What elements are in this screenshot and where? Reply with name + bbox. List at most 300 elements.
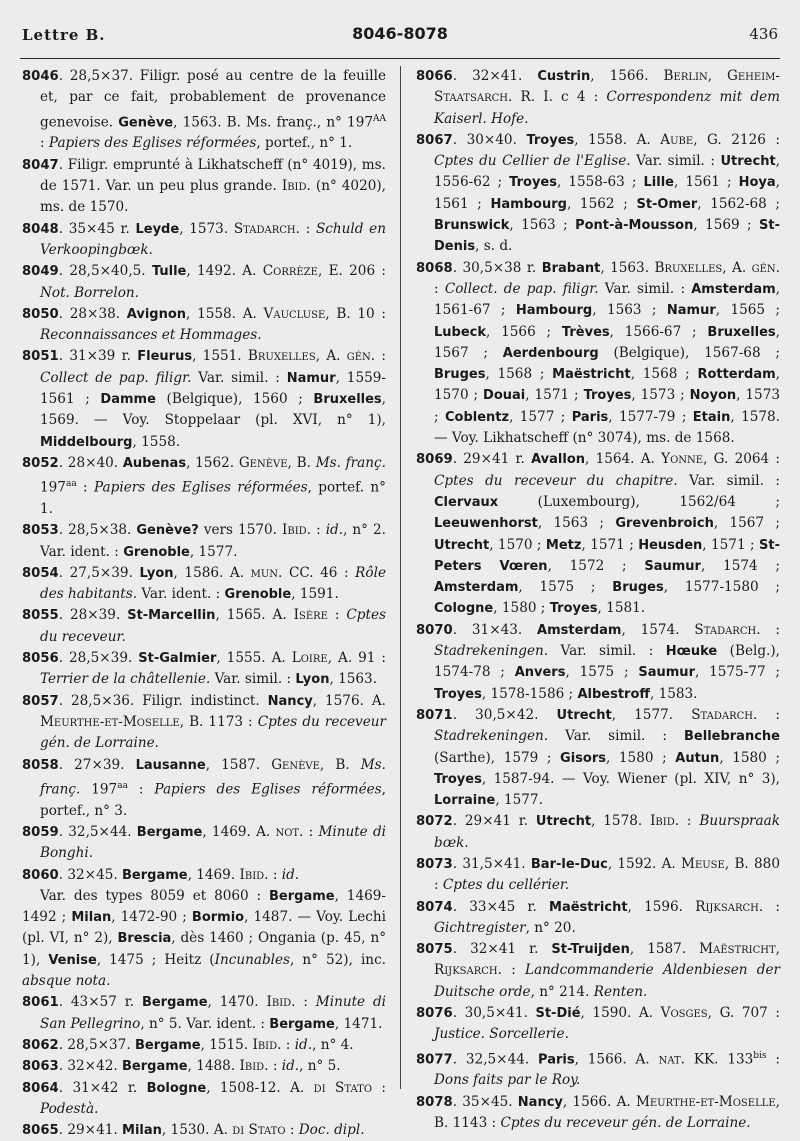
- source-title: Buurspraak bœk.: [434, 813, 780, 851]
- catalog-entry: 8069. 29×41 r. Avallon, 1564. A. Yonne, G. 2064 : Cptes du receveur du chapitre. Var. simil. : Clervaux (Luxembourg), 1562/64 ; Leeuwenhorst, 1563 ; Grevenbroich, 1567 ; Utrecht, 1570 ; Metz, 1571 ; Heusden, 1571 ; St-Peters Vœren, 1572 ; Saumur, 1574 ; Amsterdam, 1575 ; Bruges, 1577-1580 ; Cologne, 1580 ; Troyes, 1581.: [416, 451, 781, 617]
- place-name: Bruges: [434, 367, 486, 383]
- source-title: Reconnaissances et Hommages.: [40, 327, 262, 344]
- entry-number: 8065: [22, 1123, 59, 1139]
- entry-text: , n° 20.: [525, 919, 576, 936]
- place-name: St-Peters Vœren: [434, 537, 780, 574]
- entry-text: , 1561 ;: [434, 174, 780, 212]
- entry-text: :: [757, 706, 780, 723]
- source-title: id.: [281, 1058, 300, 1075]
- entry-text: 32×45.: [67, 866, 123, 883]
- place-name: Bruxelles: [707, 324, 776, 340]
- place-name: Aerdenbourg: [502, 345, 599, 361]
- entry-number: 8069: [416, 452, 453, 468]
- place-name: Saumur: [644, 558, 701, 574]
- place-name: Aubenas: [122, 455, 187, 471]
- archive-name: Maëstricht, Rijksarch.: [434, 941, 780, 979]
- entry-text: , 1562.: [186, 454, 239, 471]
- place-name: St-Marcellin: [127, 608, 216, 624]
- entry-text: 31,5×41.: [462, 855, 531, 872]
- place-name: Etain: [692, 409, 731, 425]
- entry-text: (Belgique), 1560 ;: [155, 390, 314, 407]
- entry-number: 8054: [22, 565, 59, 581]
- archive-name: Ibid.: [281, 178, 311, 195]
- place-name: Bergame: [122, 1059, 188, 1075]
- source-title: Papiers des Eglises réformées: [154, 781, 382, 798]
- archive-name: Ibid.: [239, 1058, 269, 1075]
- entry-text: vers 1570.: [198, 522, 283, 539]
- archive-name: di Stato: [232, 1122, 286, 1139]
- catalog-entry: 8048. 35×45 r. Leyde, 1573. Stadarch. : Schuld en Verkoopingbœk.: [22, 220, 386, 258]
- place-name: Hambourg: [490, 196, 567, 212]
- source-title: id.: [325, 522, 344, 539]
- place-name: Tulle: [151, 264, 187, 280]
- entry-text: , 1555. A.: [216, 650, 292, 667]
- source-title: Incunables: [214, 951, 291, 968]
- entry-text: , 1573 ;: [434, 387, 781, 425]
- entry-text: :: [285, 1122, 299, 1139]
- catalog-entry: 8071. 30,5×42. Utrecht, 1577. Stadarch. : Stadrekeningen. Var. simil. : Bellebranche (Sarthe), 1579 ; Gisors, 1580 ; Autun, 1580 ; Troyes, 1587-94. — Voy. Wiener (pl. XIV, n° 3), Lorraine, 1577.: [416, 706, 780, 809]
- archive-name: nat.: [658, 1051, 685, 1068]
- entry-text: , 1469-1492 ;: [22, 887, 386, 926]
- entry-text: , 1558. A.: [574, 131, 661, 148]
- entry-text: , 1469. A.: [202, 823, 276, 840]
- place-name: Lille: [643, 175, 674, 191]
- entry-number: 8051: [22, 349, 59, 365]
- archive-name: Berlin, Geheim-Staatsarch.: [434, 68, 780, 106]
- place-name: Anvers: [514, 665, 566, 681]
- entry-range: 8046-8078: [352, 24, 448, 43]
- catalog-entry: 8046. 28,5×37. Filigr. posé au centre de la feuille et, par ce fait, probablement de provenance genevoise. Genève, 1563. B. Ms. franç., n° $197^{AA}$ : Papiers des Eglises réformées, portef., n° 1.: [22, 68, 386, 152]
- entry-text: , 1570 ;: [489, 536, 546, 553]
- source-title: Cptes du receveur gén. de Lorraine.: [500, 1115, 751, 1132]
- entry-text: , 1580 ;: [493, 600, 550, 617]
- place-name: Middelbourg: [40, 434, 133, 450]
- entry-number: 8060: [22, 867, 59, 883]
- left-column: [22, 66, 387, 1139]
- entry-text: , 1592. A.: [607, 855, 682, 872]
- place-name: Bruges: [612, 580, 664, 596]
- catalog-entry: 8052. 28×40. Aubenas, 1562. Genève, B. Ms. franç. $197^{aa}$ : Papiers des Eglises réformées, portef. n° 1.: [22, 454, 386, 517]
- entry-text: (Belg.), 1574-78 ;: [434, 643, 781, 681]
- entry-text: , 1587.: [205, 756, 272, 773]
- entry-text: 27×39.: [74, 756, 136, 773]
- archive-name: Stadarch.: [233, 220, 300, 237]
- entry-text: KK. 133: [684, 1051, 754, 1068]
- archive-name: Isère: [293, 607, 328, 624]
- entry-text: , 1569 ;: [693, 217, 760, 234]
- entry-text: , 1562 ;: [566, 195, 637, 212]
- archive-name: Vosges: [660, 1005, 708, 1022]
- entry-text: 30,5×41.: [464, 1005, 536, 1022]
- entry-text: 35×45 r.: [68, 220, 136, 237]
- variant-note: [22, 886, 386, 992]
- header-rule: [20, 58, 780, 59]
- entry-text: , 1566-67 ;: [609, 323, 708, 340]
- entry-text: , 1575 ;: [518, 579, 613, 596]
- catalog-entry: 8062. 28,5×37. Bergame, 1515. Ibid. : id., n° 4.: [22, 1036, 354, 1053]
- source-title: Papiers des Eglises réformées: [94, 479, 308, 496]
- source-title: Cptes du receveur gén. de Lorraine.: [40, 713, 386, 752]
- entry-text: 31×43.: [471, 621, 538, 638]
- entry-text: , 1561 ;: [673, 174, 739, 191]
- source-title: Doc. dipl.: [298, 1122, 365, 1139]
- entry-text: , 1577.: [495, 792, 543, 809]
- entry-text: 32,5×44.: [68, 823, 137, 840]
- entry-text: , 1471.: [334, 1015, 383, 1032]
- entry-number: 8064: [22, 1080, 59, 1096]
- place-name: Genève?: [136, 523, 199, 539]
- catalog-entry: 8051. 31×39 r. Fleurus, 1551. Bruxelles, A. gén. : Collect de pap. filigr. Var. simil. : Namur, 1559-1561 ; Damme (Belgique), 1560 ; Bruxelles, 1569. — Voy. Stoppelaar (pl. XVI, n° 1), Middelbourg, 1558.: [22, 348, 387, 450]
- entry-text: , portef. n° 1.: [40, 479, 386, 517]
- entry-text: , 1571 ;: [525, 387, 584, 404]
- place-name: Utrecht: [556, 707, 612, 723]
- archive-name: Bruxelles, A. gén.: [247, 348, 376, 365]
- entry-number: 8057: [22, 693, 59, 709]
- entry-text: , B.: [319, 756, 361, 773]
- entry-text: :: [501, 962, 526, 979]
- section-title: Lettre B.: [22, 26, 106, 44]
- entry-text: , 1567 ;: [434, 323, 780, 361]
- entry-text: , n° 5.: [299, 1058, 341, 1075]
- place-name: Clervaux: [434, 494, 499, 510]
- entry-text: , 1573 ;: [631, 387, 690, 404]
- source-title: Landcommanderie Aldenbiesen der Duitsche orde: [434, 962, 780, 1000]
- catalog-entry: 8066. 32×41. Custrin, 1566. Berlin, Geheim-Staatsarch. R. I. c 4 : Correspondenz mit dem Kaiserl. Hofe.: [416, 68, 781, 127]
- entry-number: 8077: [416, 1052, 453, 1068]
- entry-text: , 1563.: [329, 671, 378, 688]
- entry-text: 29×41.: [67, 1122, 123, 1139]
- entry-text: , 1563.: [600, 259, 655, 276]
- entry-text: , 1563 ;: [509, 217, 576, 234]
- entry-text: , 1515.: [200, 1036, 253, 1053]
- entry-text: :: [127, 781, 155, 798]
- place-name: Maëstricht: [549, 899, 628, 915]
- place-name: Bellebranche: [684, 729, 780, 745]
- entry-text: , 1578.: [591, 813, 651, 830]
- place-name: St-Denis: [434, 218, 780, 255]
- source-title: Terrier de la châtellenie.: [40, 671, 211, 688]
- source-title: Cptes du cellérier.: [442, 877, 570, 894]
- entry-text: , 1576. A.: [312, 692, 386, 709]
- place-name: Avallon: [531, 452, 586, 468]
- entry-text: , 1569. — Voy. Stoppelaar (pl. XVI, n° 1),: [40, 390, 386, 429]
- entry-text: , 1556-62 ;: [434, 153, 780, 191]
- place-name: Paris: [571, 409, 609, 425]
- place-name: Bar-le-Duc: [530, 856, 608, 872]
- place-name: Milan: [122, 1123, 162, 1139]
- entry-text: :: [268, 866, 282, 883]
- entry-text: , 1558. A.: [186, 305, 264, 322]
- entry-text: 32×41 r.: [470, 941, 552, 958]
- entry-text: , 1566.: [590, 68, 664, 84]
- entry-text: 32×42.: [67, 1058, 123, 1075]
- entry-number: 8047: [22, 157, 59, 173]
- place-name: Rotterdam: [697, 367, 776, 383]
- catalog-entry: 8064. 31×42 r. Bologne, 1508-12. A. di Stato : Podestà.: [22, 1079, 387, 1117]
- entry-text: , 1564. A.: [585, 451, 662, 468]
- entry-text: , 1575 ;: [565, 664, 639, 681]
- entry-text: :: [311, 522, 326, 539]
- entry-text: Var. simil. :: [630, 153, 721, 170]
- place-name: Bergame: [136, 824, 203, 840]
- entry-text: , 1571 ;: [581, 536, 639, 553]
- archive-name: Genève: [238, 454, 288, 471]
- place-name: Utrecht: [434, 537, 490, 553]
- place-name: Saumur: [638, 665, 695, 681]
- entry-text: Var. ident. :: [137, 586, 225, 603]
- place-name: Trèves: [561, 324, 610, 340]
- entry-number: 8062: [22, 1037, 59, 1053]
- entry-text: , 1566. A.: [562, 1093, 636, 1110]
- entry-text: , A. 91 :: [327, 650, 386, 667]
- catalog-entry: 8059. 32,5×44. Bergame, 1469. A. not. : Minute di Bonghi.: [22, 823, 386, 862]
- archive-name: Stadarch.: [691, 706, 758, 723]
- place-name: Troyes: [509, 175, 557, 191]
- archive-name: Ibid.: [239, 866, 269, 883]
- entry-text: 28,5×36. Filigr. indistinct.: [70, 692, 268, 709]
- entry-text: :: [299, 220, 316, 237]
- source-title: Stadrekeningen.: [434, 728, 549, 745]
- place-name: Genève: [118, 115, 174, 131]
- place-name: Cologne: [434, 601, 494, 617]
- entry-text: 32,5×44.: [465, 1051, 539, 1068]
- entry-text: 28,5×37.: [67, 1036, 135, 1053]
- place-name: Nancy: [517, 1094, 563, 1110]
- place-name: Bergame: [122, 867, 188, 883]
- source-title: Correspondenz mit dem Kaiserl. Hofe.: [434, 89, 781, 127]
- entry-text: 197: [80, 781, 118, 798]
- archive-name: Stadarch.: [694, 621, 761, 638]
- entry-text: , 1469.: [187, 866, 240, 883]
- page-number: 436: [749, 25, 778, 43]
- entry-text: , 1508-12. A.: [206, 1079, 314, 1096]
- source-title: Schuld en Verkoopingbœk.: [40, 220, 386, 258]
- entry-text: (Luxembourg), 1562/64 ;: [498, 493, 780, 510]
- entry-text: Var. simil. :: [548, 728, 685, 745]
- source-title: absque nota.: [22, 973, 111, 990]
- entry-text: , 1596.: [627, 898, 696, 915]
- place-name: Troyes: [434, 771, 482, 787]
- entry-text: , 1558.: [132, 433, 181, 450]
- catalog-entry: 8053. 28,5×38. Genève? vers 1570. Ibid. : id., n° 2. Var. ident. : Grenoble, 1577.: [22, 522, 386, 560]
- entry-text: :: [763, 898, 780, 915]
- place-name: Nancy: [267, 693, 313, 709]
- entry-text: 31×42 r.: [72, 1079, 147, 1096]
- archive-name: Genève: [271, 756, 320, 773]
- catalog-entry: 8056. 28,5×39. St-Galmier, 1555. A. Loire, A. 91 : Terrier de la châtellenie. Var. simil. : Lyon, 1563.: [22, 650, 386, 688]
- place-name: Grevenbroich: [615, 516, 714, 532]
- archive-name: Vaucluse: [263, 305, 326, 322]
- entry-text: , 1577.: [189, 543, 238, 560]
- page-header: [22, 18, 778, 52]
- entry-text: :: [679, 813, 700, 830]
- archive-name: Ibid.: [282, 522, 312, 539]
- entry-text: , E. 206 :: [317, 263, 386, 280]
- entry-text: , 1575-77 ;: [694, 664, 780, 681]
- entry-number: 8078: [416, 1094, 453, 1110]
- archive-name: Meurthe-et-Moselle: [635, 1093, 776, 1110]
- entry-text: 43×57 r.: [70, 994, 142, 1011]
- place-name: Bergame: [141, 995, 208, 1011]
- source-title: Podestà.: [40, 1100, 99, 1117]
- entry-text: , 1565 ;: [715, 302, 780, 319]
- entry-text: , 1562-68 ;: [697, 195, 780, 212]
- archive-name: not.: [275, 823, 304, 840]
- entry-text: , n° 52), inc.: [290, 951, 386, 968]
- entry-number: 8053: [22, 523, 59, 539]
- entry-text: , B.: [287, 454, 316, 471]
- entry-text: 28×38.: [69, 305, 127, 322]
- entry-number: 8070: [416, 622, 453, 638]
- entry-text: 35×45.: [462, 1093, 518, 1110]
- place-name: Leeuwenhorst: [434, 516, 538, 532]
- superscript: AA: [373, 113, 386, 124]
- entry-text: , 1470.: [207, 994, 267, 1011]
- entry-text: , 1577 ;: [509, 408, 572, 425]
- source-title: Collect. de pap. filigr.: [444, 280, 599, 297]
- entry-text: 30,5×38 r.: [462, 259, 542, 276]
- place-name: Hoya: [738, 175, 776, 191]
- entry-text: , 1475 ; Heitz (: [96, 951, 215, 968]
- source-title: Gichtregister: [434, 919, 526, 936]
- catalog-entry: 8068. 30,5×38 r. Brabant, 1563. Bruxelles, A. gén. : Collect. de pap. filigr. Var. simil. : Amsterdam, 1561-67 ; Hambourg, 1563 ; Namur, 1565 ; Lubeck, 1566 ; Trèves, 1566-67 ; Bruxelles, 1567 ; Aerdenbourg (Belgique), 1567-68 ; Bruges, 1568 ; Maëstricht, 1568 ; Rotterdam, 1570 ; Douai, 1571 ; Troyes, 1573 ; Noyon, 1573 ; Coblentz, 1577 ; Paris, 1577-79 ; Etain, 1578. — Voy. Likhatscheff (n° 3074), ms. de 1568.: [416, 259, 781, 447]
- entry-text: , 1563 ;: [592, 302, 667, 319]
- source-title: Papiers des Eglises réformées: [48, 135, 257, 152]
- place-name: Custrin: [537, 69, 591, 84]
- entry-text: Var. simil. :: [677, 472, 780, 489]
- archive-name: di Stato: [313, 1079, 373, 1096]
- archive-name: Loire: [291, 650, 328, 667]
- entry-text: , 1591.: [291, 586, 339, 603]
- entry-number: 8066: [416, 69, 453, 84]
- entry-text: 29×41 r.: [463, 451, 532, 468]
- entry-text: , 1583.: [649, 685, 698, 702]
- entry-text: (Belgique), 1567-68 ;: [598, 344, 780, 361]
- place-name: Autun: [675, 750, 720, 766]
- entry-text: , G. 2126 :: [693, 131, 781, 148]
- entry-text: , 1574 ;: [700, 557, 780, 574]
- entry-text: :: [76, 479, 95, 496]
- place-name: Brescia: [117, 931, 172, 947]
- place-name: St-Galmier: [138, 651, 217, 667]
- catalog-entry: 8050. 28×38. Avignon, 1558. A. Vaucluse, B. 10 : Reconnaissances et Hommages.: [22, 305, 386, 344]
- entry-text: , 1586. A.: [173, 564, 251, 581]
- entry-text: CC. 46 :: [282, 564, 356, 581]
- place-name: Amsterdam: [434, 580, 519, 596]
- superscript: bis: [753, 1050, 767, 1061]
- entry-text: :: [372, 1079, 387, 1096]
- entry-text: , G. 707 :: [707, 1005, 780, 1022]
- entry-number: 8061: [22, 995, 59, 1011]
- entry-text: , 1578. — Voy. Likhatscheff (n° 3074), ms. de 1568.: [434, 408, 780, 447]
- archive-name: Bruxelles, A. gén.: [654, 259, 780, 276]
- entry-text: , 1551.: [192, 348, 248, 365]
- place-name: Bergame: [269, 1016, 335, 1032]
- entry-text: , 1565. A.: [215, 607, 294, 624]
- place-name: Noyon: [689, 388, 737, 404]
- entry-text: 28,5×37. Filigr. posé au centre de la feuille et, par ce fait, probablement de provenance genevoise.: [40, 68, 386, 131]
- catalog-entry: 8065. 29×41. Milan, 1530. A. di Stato : Doc. dipl.: [22, 1122, 365, 1139]
- archive-name: Ibid.: [266, 994, 296, 1011]
- entry-number: 8048: [22, 221, 59, 237]
- archive-name: Ibid.: [252, 1036, 282, 1053]
- entry-text: , B. 10 :: [325, 305, 386, 322]
- archive-name: Ibid.: [650, 813, 680, 830]
- place-name: Namur: [666, 303, 716, 319]
- entry-number: 8068: [416, 260, 453, 276]
- source-title: Renten.: [593, 983, 648, 1000]
- entry-text: Var. simil. :: [598, 280, 692, 297]
- entry-text: 28,5×39.: [69, 650, 139, 667]
- entry-number: 8076: [416, 1006, 453, 1022]
- superscript: aa: [65, 479, 77, 490]
- entry-text: :: [303, 823, 319, 840]
- entry-number: 8058: [22, 757, 59, 773]
- column-divider: [400, 66, 401, 1089]
- place-name: Lyon: [139, 565, 174, 581]
- place-name: St-Omer: [636, 196, 698, 212]
- entry-text: , 1472-90 ;: [111, 909, 192, 926]
- entry-number: 8049: [22, 264, 59, 280]
- entry-text: , B. 1143 :: [434, 1093, 780, 1132]
- place-name: Milan: [71, 910, 112, 926]
- right-column: [416, 66, 781, 1132]
- entry-text: 28,5×38.: [68, 522, 137, 539]
- place-name: Venise: [48, 952, 97, 968]
- place-name: Hambourg: [515, 303, 593, 319]
- superscript: aa: [117, 780, 128, 791]
- entry-text: , 1567 ;: [713, 515, 780, 532]
- entry-text: , dès 1460 ; Ongania (p. 45, n° 1),: [22, 930, 386, 968]
- catalog-entry: 8076. 30,5×41. St-Dié, 1590. A. Vosges, G. 707 : Justice. Sorcellerie.: [416, 1005, 780, 1043]
- place-name: Lyon: [295, 672, 330, 688]
- entry-number: 8063: [22, 1059, 59, 1075]
- place-name: Albestroff: [577, 686, 650, 702]
- entry-text: , 1573.: [179, 220, 234, 237]
- place-name: Bologne: [146, 1080, 207, 1096]
- place-name: Grenoble: [123, 544, 190, 560]
- entry-text: , 1568 ;: [485, 366, 553, 383]
- place-name: Coblentz: [444, 409, 510, 425]
- place-name: Douai: [483, 388, 526, 404]
- source-title: Justice. Sorcellerie.: [434, 1026, 569, 1043]
- entry-text: , 1487. — Voy. Lechi (pl. VI, n° 2),: [22, 909, 386, 947]
- entry-number: 8072: [416, 814, 453, 830]
- entry-text: Filigr. emprunté à Likhatscheff (n° 4019), ms. de 1571. Var. un peu plus grande.: [40, 156, 386, 195]
- catalog-entry: 8075. 32×41 r. St-Truijden, 1587. Maëstricht, Rijksarch. : Landcommanderie Aldenbiesen der Duitsche orde, n° 214. Renten.: [416, 941, 780, 1000]
- archive-name: Rijksarch.: [695, 898, 764, 915]
- entry-number: 8052: [22, 455, 59, 471]
- place-name: Fleurus: [137, 349, 193, 365]
- entry-number: 8074: [416, 899, 453, 915]
- place-name: Metz: [545, 537, 582, 553]
- entry-text: , 1566. A.: [574, 1051, 659, 1068]
- source-title: Not. Borrelon.: [40, 284, 140, 301]
- archive-name: Yonne: [661, 451, 704, 468]
- entry-number: 8071: [416, 707, 453, 723]
- place-name: Bergame: [134, 1037, 201, 1053]
- entry-text: Var. simil. :: [210, 671, 296, 688]
- place-name: Troyes: [526, 132, 575, 148]
- entry-text: , portef., n° 3.: [40, 781, 386, 819]
- entry-text: :: [40, 135, 49, 152]
- catalog-entry: 8054. 27,5×39. Lyon, 1586. A. mun. CC. 46 : Rôle des habitants. Var. ident. : Grenoble, 1591.: [22, 564, 386, 603]
- entry-text: Var. simil. :: [191, 369, 287, 386]
- entry-text: :: [760, 621, 780, 638]
- entry-number: 8073: [416, 856, 453, 872]
- entry-number: 8067: [416, 132, 453, 148]
- place-name: Utrecht: [535, 814, 592, 830]
